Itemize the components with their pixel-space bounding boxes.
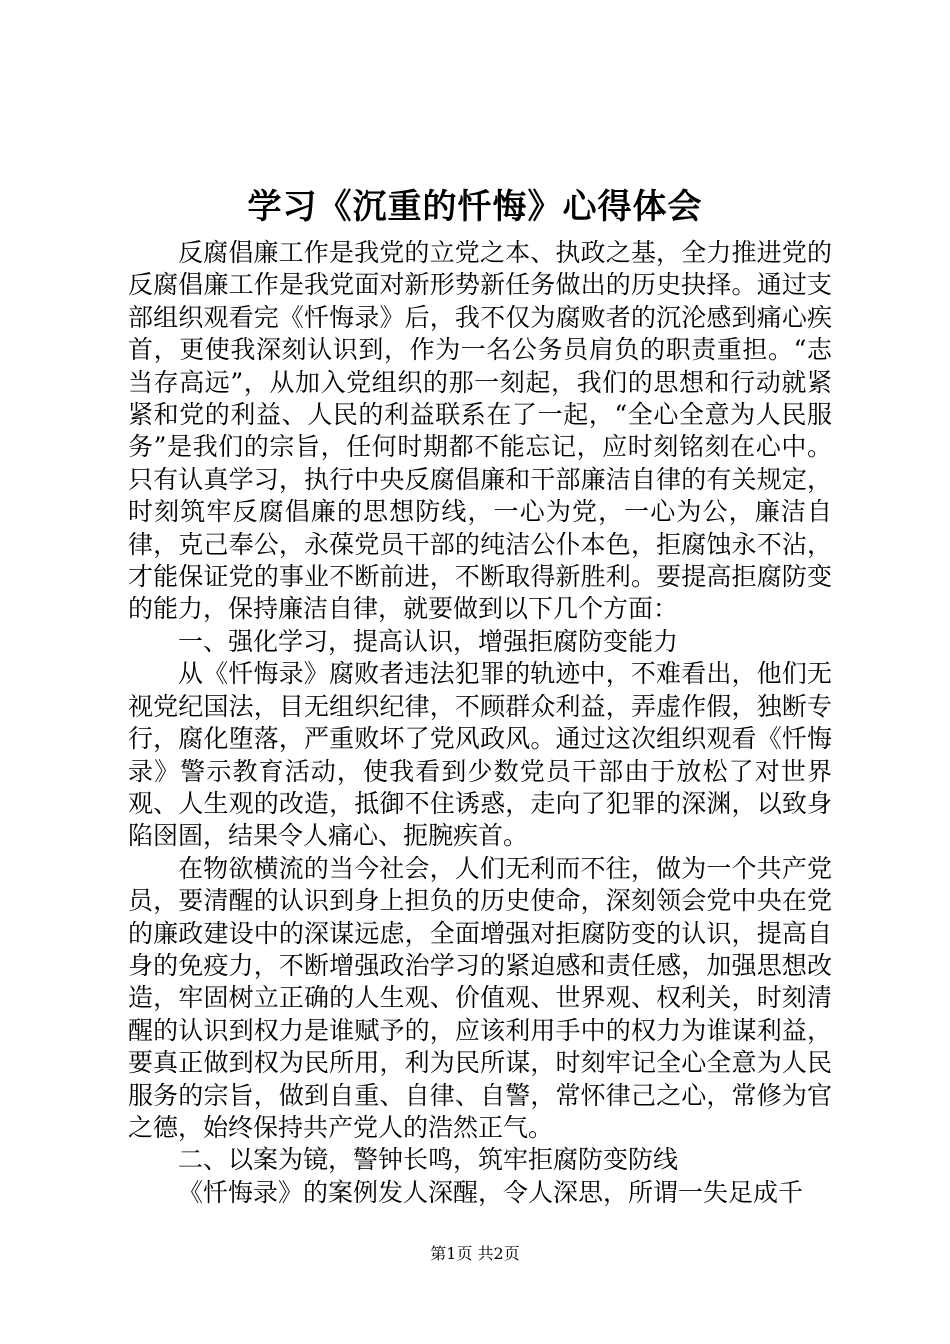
document-body	[128, 237, 832, 1209]
page-footer: 第1页 共2页	[430, 1244, 520, 1263]
document-title: 学习《沉重的忏悔》心得体会	[247, 187, 703, 227]
paragraph-intro: 反腐倡廉工作是我党的立党之本、执政之基，全力推进党的反腐倡廉工作是我党面对新形势新任务做出的历史抉择。通过支部组织观看完《忏悔录》后，我不仅为腐败者的沉沦感到痛心疾首，更使我深刻认识到，作为一名公务员肩负的职责重担。“志当存高远”，从加入党组织的那一刻起，我们的思想和行动就紧紧和党的利益、人民的利益联系在了一起，“全心全意为人民服务”是我们的宗旨，任何时期都不能忘记，应时刻铭刻在心中。只有认真学习，执行中央反腐倡廉和干部廉洁自律的有关规定，时刻筑牢反腐倡廉的思想防线，一心为党，一心为公，廉洁自律，克己奉公，永葆党员干部的纯洁公仆本色，拒腐蚀永不沾，才能保证党的事业不断前进，不断取得新胜利。要提高拒腐防变的能力，保持廉洁自律，就要做到以下几个方面：	[128, 238, 832, 624]
section-heading-2: 二、以案为镜，警钟长鸣，筑牢拒腐防变防线	[178, 1145, 679, 1175]
section-heading-1: 一、强化学习，提高认识，增强拒腐防变能力	[178, 626, 679, 656]
paragraph-2: 从《忏悔录》腐败者违法犯罪的轨迹中，不难看出，他们无视党纪国法，目无组织纪律，不顾群众利益，弄虚作假，独断专行，腐化堕落，严重败坏了党风政风。通过这次组织观看《忏悔录》警示教育活动，使我看到少数党员干部由于放松了对世界观、人生观的改造，抵御不住诱惑，走向了犯罪的深渊，以致身陷囹圄，结果令人痛心、扼腕疾首。	[128, 659, 832, 851]
paragraph-4: 《忏悔录》的案例发人深醒，令人深思，所谓一失足成千	[178, 1177, 804, 1207]
paragraph-3: 在物欲横流的当今社会，人们无利而不往，做为一个共产党员，要清醒的认识到身上担负的历史使命，深刻领会党中央在党的廉政建设中的深谋远虑，全面增强对拒腐防变的认识，提高自身的免疫力，不断增强政治学习的紧迫感和责任感，加强思想改造，牢固树立正确的人生观、价值观、世界观、权利关，时刻清醒的认识到权力是谁赋予的，应该利用手中的权力为谁谋利益，要真正做到权为民所用，利为民所谋，时刻牢记全心全意为人民服务的宗旨，做到自重、自律、自警，常怀律己之心，常修为官之德，始终保持共产党人的浩然正气。	[128, 853, 832, 1142]
